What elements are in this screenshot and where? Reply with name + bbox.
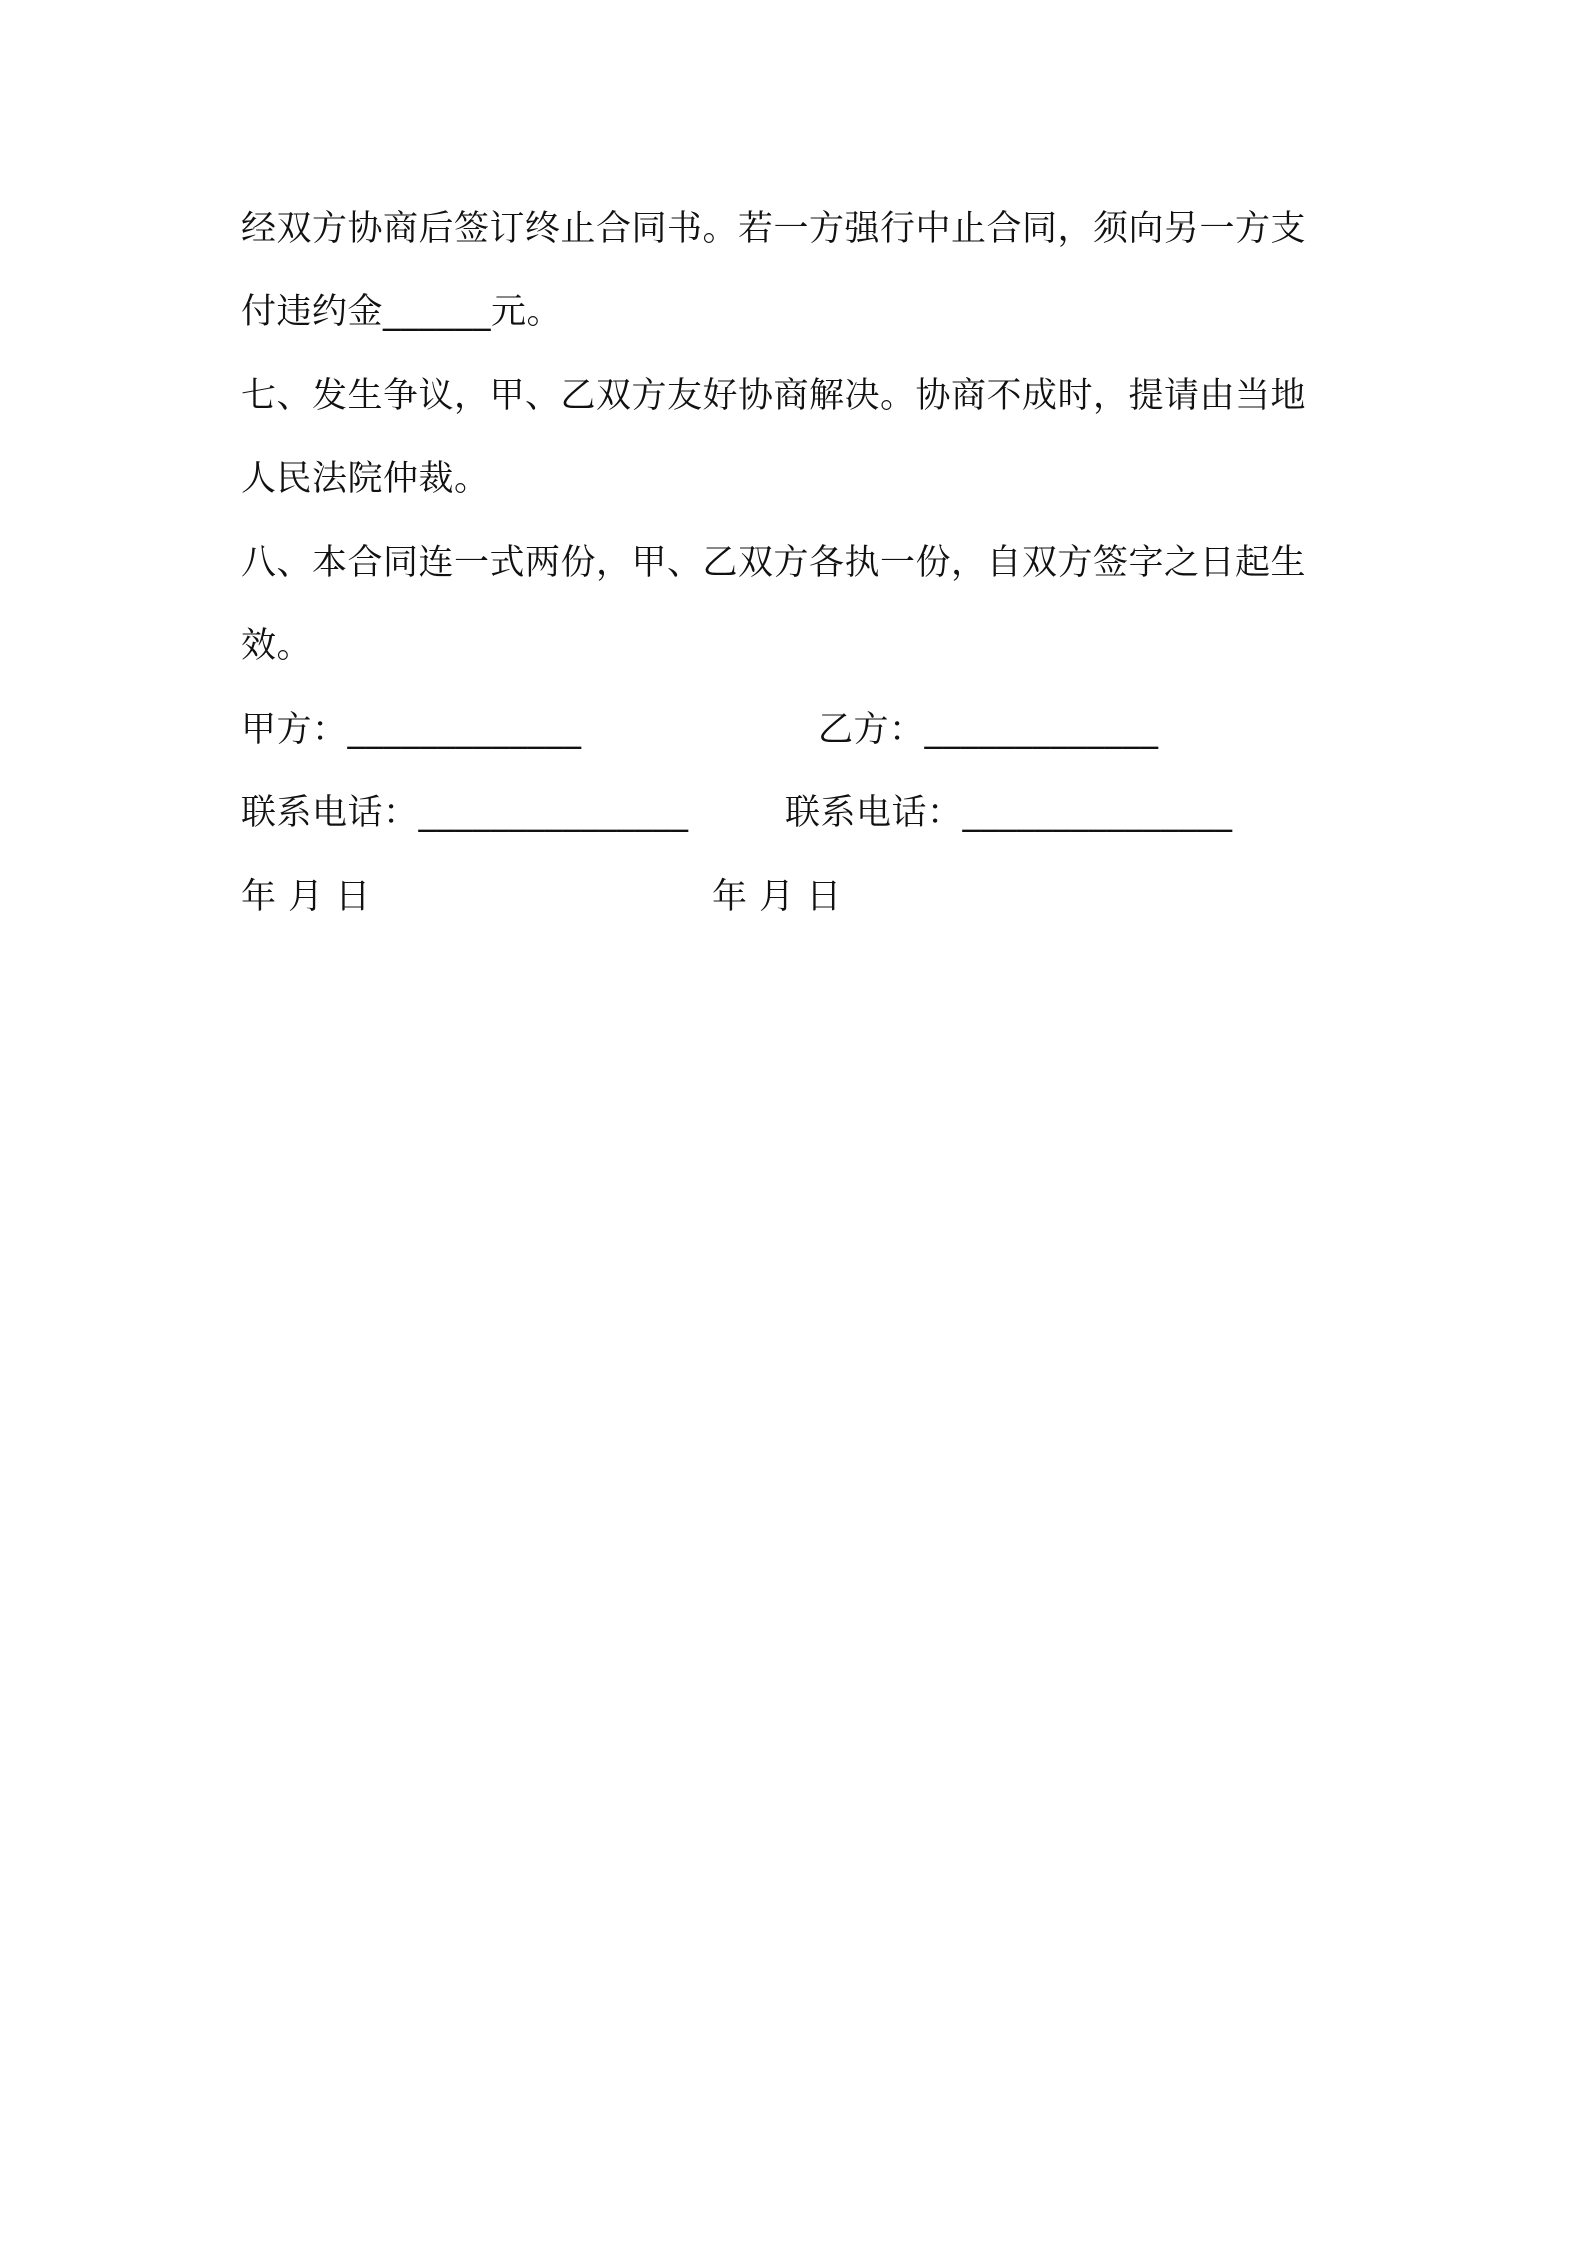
- paragraph-line: 付违约金______元。: [241, 292, 563, 332]
- party-a-signature: 甲方：_____________: [241, 710, 582, 750]
- party-a-date: 年 月 日: [241, 877, 371, 917]
- clause-eight: 八、本合同连一式两份，甲、乙双方各执一份，自双方签字之日起生: [241, 543, 1307, 583]
- clause-seven: 七、发生争议，甲、乙双方友好协商解决。协商不成时，提请由当地: [241, 376, 1307, 416]
- party-b-phone: 联系电话：_______________: [785, 793, 1233, 833]
- party-a-phone: 联系电话：_______________: [241, 793, 689, 833]
- party-b-signature: 乙方：_____________: [818, 710, 1159, 750]
- paragraph-line: 经双方协商后签订终止合同书。若一方强行中止合同，须向另一方支: [241, 209, 1307, 249]
- party-b-date: 年 月 日: [712, 877, 842, 917]
- paragraph-line: 人民法院仲裁。: [241, 459, 490, 499]
- paragraph-line: 效。: [241, 626, 313, 666]
